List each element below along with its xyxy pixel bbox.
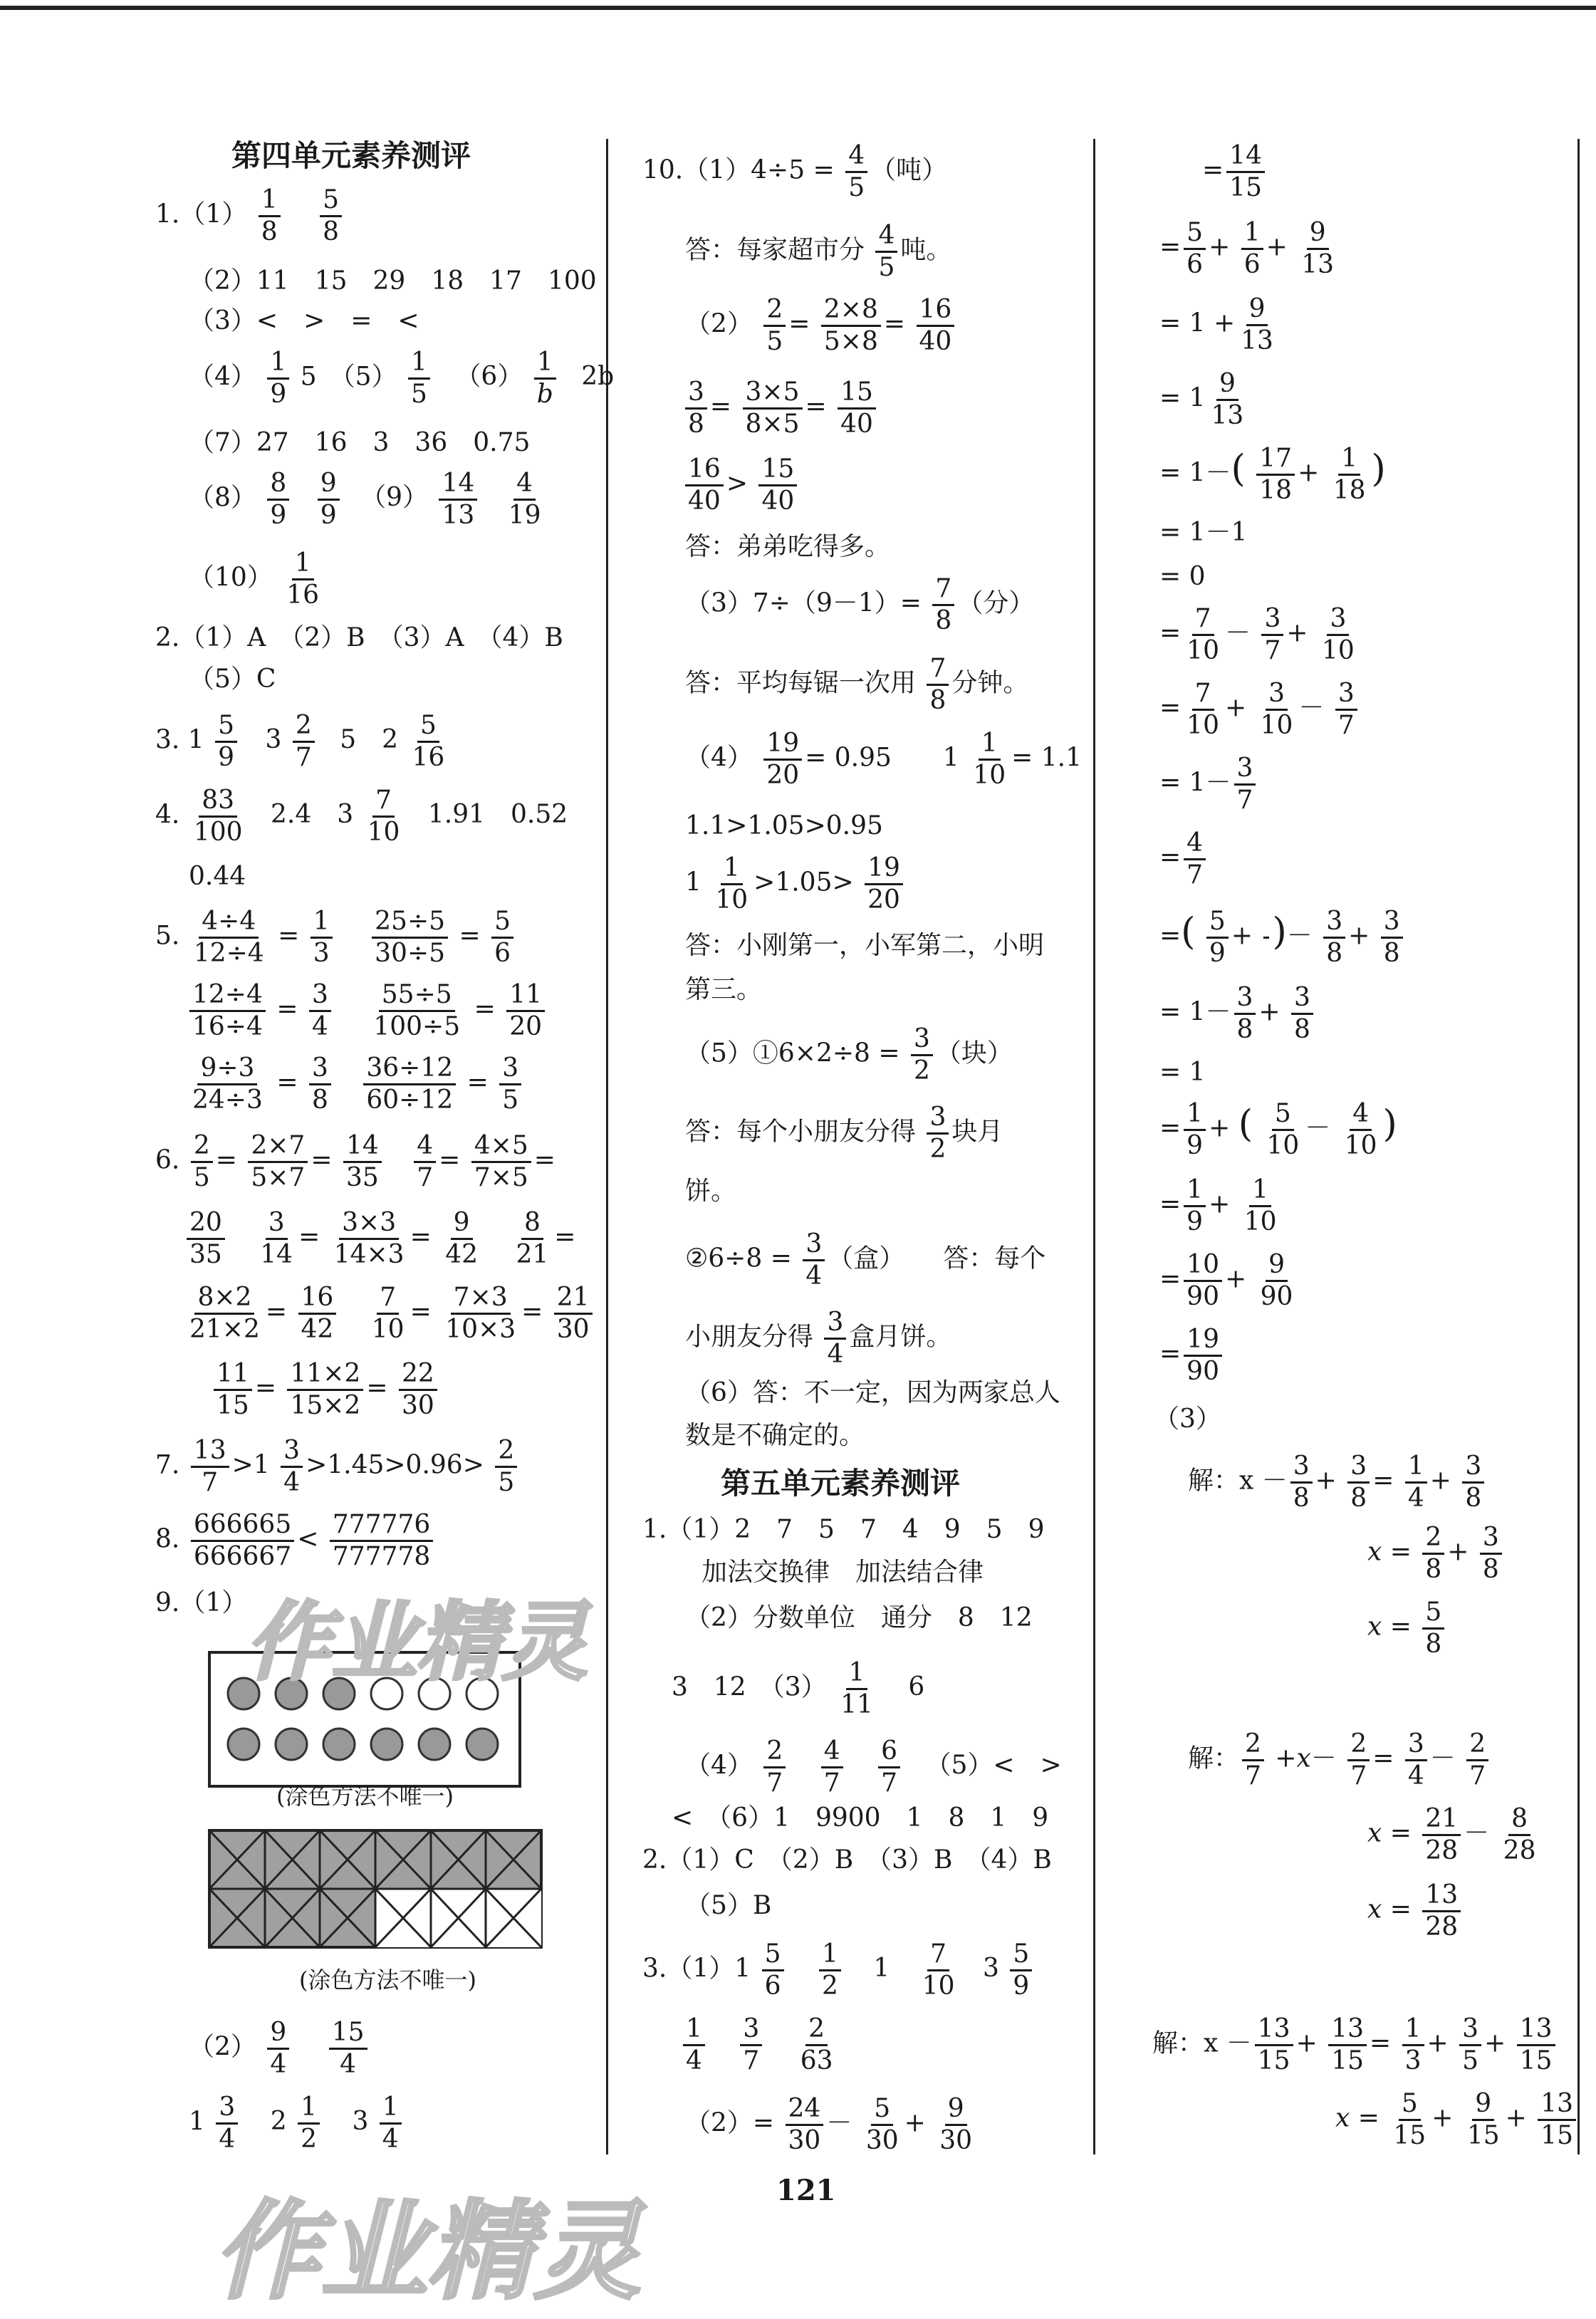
- q10-4-line2: 1.1>1.05>0.95: [685, 811, 883, 840]
- q10-4-ans: 答：小刚第一，小军第二，小明: [685, 931, 1045, 960]
- c3-l11: = $\frac{4}{7}$: [1159, 830, 1209, 889]
- c3-part3: （3）: [1154, 1405, 1221, 1434]
- u5-q3-row2: $\frac{1}{4}$ $\frac{3}{7}$ $\frac{2}{63}$: [680, 2016, 839, 2075]
- q10-2-row3: $\frac{16}{40}$ > $\frac{15}{40}$: [682, 456, 800, 515]
- q6-row2: $\frac{20}{35}$ $\frac{3}{14}$ = $\frac{3\times 3}{14\times 3}$ = $\frac{9}{42}$ $\frac{8}{21}$ =: [184, 1209, 575, 1268]
- u5-q1b: 加法交换律 加法结合律: [701, 1558, 984, 1587]
- q4: 4. $\frac{83}{100}$ 2.4 3 $\frac{7}{10}$ 1.91 0.52: [155, 786, 568, 847]
- q10-5: （5）①6×2÷8 = $\frac{3}{2}$ （块）: [685, 1024, 1013, 1085]
- u5-q1f: （4） $\frac{2}{7}$ $\frac{4}{7}$ $\frac{6}{7}$ （5）< >: [685, 1736, 1062, 1798]
- c3-l15: = $\frac{1}{9}$ + ( $\frac{5}{10}$ － $\frac{4}{10}$ ): [1159, 1099, 1397, 1160]
- q10-2-ans: 答：弟弟吃得多。: [685, 532, 891, 561]
- q9-2: （2） $\frac{9}{4}$ $\frac{15}{4}$: [189, 2019, 370, 2078]
- c3-l6: = 1－1: [1159, 518, 1248, 547]
- c3-eq2-l2: x = $\frac{21}{28}$ － $\frac{8}{28}$: [1367, 1804, 1536, 1865]
- c3-l17: = $\frac{10}{90}$ + $\frac{9}{90}$: [1159, 1250, 1293, 1311]
- c3-l13: = 1－ $\frac{3}{8}$ + $\frac{3}{8}$: [1159, 984, 1316, 1043]
- q1-10: （10） $\frac{1}{16}$: [189, 548, 320, 610]
- u5-q1: 1.（1）2 7 5 7 4 9 5 9: [642, 1515, 1045, 1544]
- c3-l9: = $\frac{7}{10}$ + $\frac{3}{10}$ － $\frac{3}{7}$: [1159, 680, 1360, 739]
- caption-2: (涂色方法不唯一): [299, 1966, 476, 1994]
- c3-l1: = $\frac{14}{15}$: [1202, 142, 1268, 202]
- q10-4-ans2: 第三。: [685, 975, 763, 1004]
- c3-l7: = 0: [1159, 562, 1206, 591]
- q10-4: （4） $\frac{19}{20}$ = 0.95 1 $\frac{1}{10}$ = 1.1: [685, 729, 1082, 790]
- caption-1: (涂色方法不唯一): [276, 1783, 454, 1810]
- c3-eq3-l1: 解：x － $\frac{13}{15}$ + $\frac{13}{15}$ = $\frac{1}{3}$ + $\frac{3}{5}$ + $\frac{13}{15}$: [1152, 2016, 1558, 2075]
- page-number: 121: [776, 2174, 836, 2207]
- q10-6: （6）答：不一定，因为两家总人: [685, 1378, 1060, 1407]
- u5-q2b: （5）B: [685, 1891, 772, 1920]
- q10-5-ans: 答：每个小朋友分得 $\frac{3}{2}$ 块月: [685, 1103, 1003, 1164]
- watermark-logo-bottom: 作业精灵: [214, 2190, 642, 2314]
- q1-7: （7）27 16 3 36 0.75: [189, 428, 531, 457]
- q7: 7. $\frac{13}{7}$ >1 $\frac{3}{4}$ >1.45>0.96> $\frac{2}{5}$: [155, 1437, 520, 1496]
- column-divider-3: [1577, 139, 1580, 2154]
- q10-5-2-ans: 小朋友分得 $\frac{3}{4}$ 盒月饼。: [685, 1308, 952, 1369]
- q10-3: （3）7÷（9－1）= $\frac{7}{8}$ （分）: [685, 574, 1035, 635]
- q2-5: （5）C: [189, 665, 276, 694]
- q1-1: 1.（1） $\frac{1}{8}$ $\frac{5}{8}$: [155, 187, 345, 246]
- u5-q1d: 3 12 （3） $\frac{1}{11}$ 6: [672, 1658, 925, 1719]
- c3-l16: = $\frac{1}{9}$ + $\frac{1}{10}$: [1159, 1175, 1277, 1236]
- c3-l2: = $\frac{5}{6}$ + $\frac{1}{6}$ + $\frac{9}{13}$: [1159, 218, 1335, 279]
- q1-8-9: （8） $\frac{8}{9}$ $\frac{9}{9}$ （9） $\frac{14}{13}$ $\frac{4}{19}$: [189, 469, 541, 530]
- u5-q3: 3.（1）1 $\frac{5}{6}$ $\frac{1}{2}$ 1 $\frac{7}{10}$ 3 $\frac{5}{9}$: [642, 1941, 1035, 2000]
- top-rule: [0, 6, 1596, 10]
- watermark-logo: 作业精灵: [246, 1593, 588, 1692]
- u5-q1h: < （6）1 9900 1 8 1 9: [672, 1803, 1049, 1833]
- c3-l4: = 1 $\frac{9}{13}$: [1159, 369, 1244, 430]
- c3-eq1-l3: x = $\frac{5}{8}$: [1367, 1599, 1447, 1658]
- q3: 3. 1 $\frac{5}{9}$ 3 $\frac{2}{7}$ 5 2 $\frac{5}{16}$: [155, 711, 445, 772]
- unit5-title: 第五单元素养测评: [721, 1466, 961, 1501]
- u5-q1c: （2）分数单位 通分 8 12: [685, 1603, 1033, 1632]
- c3-l10: = 1－ $\frac{3}{7}$: [1159, 755, 1258, 814]
- c3-eq1-l1: 解：x － $\frac{3}{8}$ + $\frac{3}{8}$ = $\frac{1}{4}$ + $\frac{3}{8}$: [1188, 1453, 1487, 1512]
- c3-eq2-l3: x = $\frac{13}{28}$: [1367, 1882, 1464, 1941]
- c3-eq3-l2: x = $\frac{5}{15}$ + $\frac{9}{15}$ + $\frac{13}{15}$: [1335, 2090, 1579, 2149]
- c3-l18: = $\frac{19}{90}$: [1159, 1326, 1225, 1385]
- q5-row1: 5. $\frac{4\div 4}{12\div 4}$ = $\frac{1}{3}$ $\frac{25\div 5}{30\div 5}$ = $\frac{5}{6}$: [155, 908, 516, 967]
- c3-l5: = 1－( $\frac{17}{18}$ + $\frac{1}{18}$ ): [1159, 444, 1386, 505]
- unit4-title: 第四单元素养测评: [231, 138, 471, 173]
- column-divider-2: [1093, 139, 1095, 2154]
- c3-eq2-l1: 解： $\frac{2}{7}$ +x－ $\frac{2}{7}$ = $\frac{3}{4}$ － $\frac{2}{7}$: [1188, 1731, 1491, 1790]
- q2: 2.（1）A （2）B （3）A （4）B: [155, 623, 563, 652]
- q6-row4: $\frac{11}{15}$ = $\frac{11\times 2}{15\times 2}$ = $\frac{22}{30}$: [211, 1360, 440, 1419]
- u5-q3-2: （2）= $\frac{24}{30}$ － $\frac{5}{30}$ + $\frac{9}{30}$: [685, 2094, 973, 2155]
- q1-3: （3）< > = <: [189, 306, 419, 335]
- q10-2-row2: $\frac{3}{8}$ = $\frac{3\times 5}{8\times 5}$ = $\frac{15}{40}$: [682, 379, 879, 438]
- c3-l3: = 1 + $\frac{9}{13}$: [1159, 294, 1273, 355]
- q10-5-2: ②6÷8 = $\frac{3}{4}$ （盒） 答：每个: [685, 1229, 1046, 1291]
- q5-row2: $\frac{12\div 4}{16\div 4}$ = $\frac{3}{4}$ $\frac{55\div 5}{100\div 5}$ = $\frac{11}{20}$: [187, 981, 548, 1041]
- q10-1: 10.（1）4÷5 = $\frac{4}{5}$ （吨）: [642, 141, 948, 202]
- c3-eq1-l2: x = $\frac{2}{8}$ + $\frac{3}{8}$: [1367, 1524, 1505, 1583]
- column-divider-1: [606, 139, 608, 2154]
- q5-row3: $\frac{9\div 3}{24\div 3}$ = $\frac{3}{8}$ $\frac{36\div 12}{60\div 12}$ = $\frac{3}{5}$: [187, 1055, 524, 1114]
- q8: 8. $\frac{666665}{666667}$ < $\frac{777776}{777778}$: [155, 1511, 436, 1570]
- q4-cont: 0.44: [189, 862, 246, 891]
- q6-row3: $\frac{8\times 2}{21\times 2}$ = $\frac{16}{42}$ $\frac{7}{10}$ = $\frac{7\times 3}{10\times 3}$ = $\frac{21}{30}$: [184, 1284, 595, 1343]
- q10-5-ans2: 饼。: [685, 1177, 737, 1206]
- q1-4: （4） $\frac{1}{9}$ 5 （5） $\frac{1}{5}$ （6） $\frac{1}{b}$ 2b: [189, 348, 615, 409]
- q10-6b: 数是不确定的。: [685, 1421, 865, 1450]
- q10-4-line3: 1 $\frac{1}{10}$ >1.05> $\frac{19}{20}$: [685, 855, 906, 914]
- c3-l8: = $\frac{7}{10}$ － $\frac{3}{7}$ + $\frac{3}{10}$: [1159, 604, 1355, 665]
- q10-3-ans: 答：平均每锯一次用 $\frac{7}{8}$ 分钟。: [685, 654, 1029, 715]
- q1-2: （2）11 15 29 18 17 100: [189, 266, 597, 296]
- c3-l12: =( $\frac{5}{9}$ + )－ $\frac{3}{8}$ + $\frac{3}{8}$: [1159, 908, 1406, 967]
- q10-1-ans: 答：每家超市分 $\frac{4}{5}$ 吨。: [685, 221, 952, 282]
- q6-row1: 6. $\frac{2}{5}$ = $\frac{2\times 7}{5\times 7}$ = $\frac{14}{35}$ $\frac{4}{7}$ = $\frac{4\times 5}{7\times 5}$ =: [155, 1131, 556, 1192]
- grid-figure: [208, 1829, 543, 1950]
- q10-2-row1: （2） $\frac{2}{5}$ = $\frac{2\times 8}{5\times 8}$ = $\frac{16}{40}$: [685, 296, 957, 355]
- q9-1: 9.（1）: [155, 1588, 248, 1617]
- c3-l14: = 1: [1159, 1058, 1206, 1087]
- u5-q2: 2.（1）C （2）B （3）B （4）B: [642, 1845, 1052, 1875]
- q9-2-mixed: 1 $\frac{3}{4}$ 2 $\frac{1}{2}$ 3 $\frac{1}{4}$: [189, 2094, 405, 2153]
